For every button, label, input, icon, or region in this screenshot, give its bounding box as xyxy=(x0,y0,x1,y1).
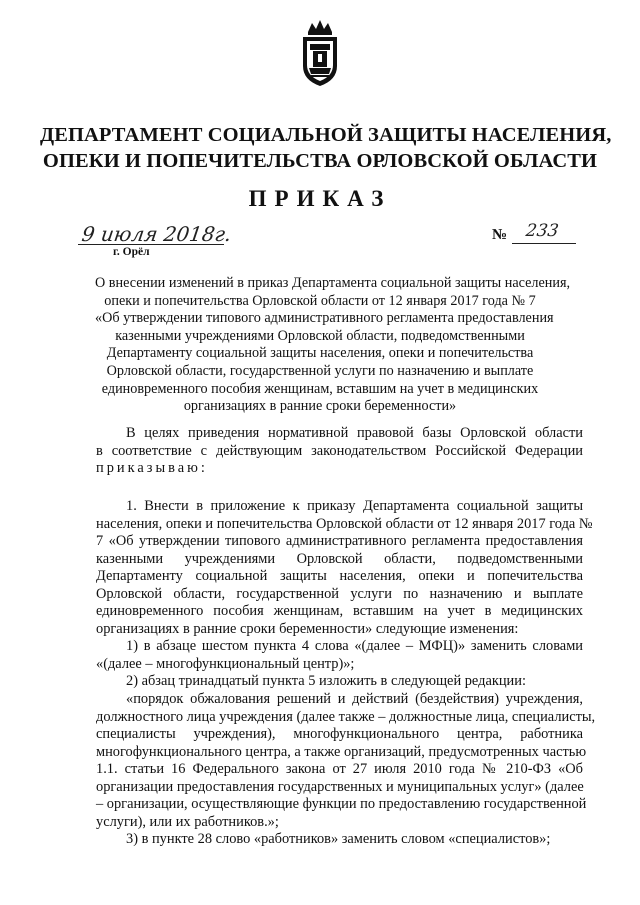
city-label: г. Орёл xyxy=(113,246,150,258)
body-line: многофункционального центра, а также организаций, предусмотренных частью xyxy=(96,743,587,760)
body-line: 2) абзац тринадцатый пункта 5 изложить в следующей редакции: xyxy=(126,673,526,690)
preamble xyxy=(96,425,583,478)
body-line: «(далее – многофункциональный центр)»; xyxy=(96,655,355,672)
number-label: № xyxy=(492,227,508,243)
subject-line: О внесении изменений в приказ Департамента социальной защиты населения, xyxy=(95,275,571,291)
body-line: организациях в ранние сроки беременности» следующие изменения: xyxy=(96,620,519,637)
body-line: – организации, осуществляющие функции по предоставлению государственной xyxy=(96,796,587,813)
department-name-line1: ДЕПАРТАМЕНТ СОЦИАЛЬНОЙ ЗАЩИТЫ НАСЕЛЕНИЯ, xyxy=(40,124,612,146)
body-line: населения, опеки и попечительства Орловской области от 12 января 2017 года № xyxy=(96,515,593,532)
body-line: 1) в абзаце шестом пункта 4 слова «(далее – МФЦ)» заменить словами xyxy=(126,638,583,655)
body-line: должностного лица учреждения (далее также – должностные лица, специалисты, xyxy=(96,708,596,725)
body-line: услуги), или их работников.»; xyxy=(96,813,279,830)
body-line: «порядок обжалования решений и действий (бездействия) учреждения, xyxy=(126,691,583,708)
handwritten-date: 9 июля 2018г. xyxy=(80,222,233,246)
preamble-line: приказываю: xyxy=(96,460,208,477)
subject-line: казенными учреждениями Орловской области, подведомственными xyxy=(115,327,525,344)
order-body xyxy=(96,498,596,849)
body-line: 7 «Об утверждении типового административного регламента предоставления xyxy=(96,533,583,550)
subject-line: Орловской области, государственной услуги по назначению и выплате xyxy=(106,362,534,379)
order-subject xyxy=(95,275,571,416)
body-line: 1. Внести в приложение к приказу Департамента социальной защиты xyxy=(126,498,583,514)
preamble-line: В целях приведения нормативной правовой базы Орловской области xyxy=(126,425,583,441)
date-underline xyxy=(78,244,224,245)
handwritten-number: 233 xyxy=(524,221,560,241)
subject-line: Департаменту социальной защиты населения, опеки и попечительства xyxy=(106,345,534,362)
body-line: казенными учреждениями Орловской области, подведомственными xyxy=(96,550,583,567)
body-line: организации предоставления государственных и муниципальных услуг» (далее xyxy=(96,778,584,795)
document-type-title: ПРИКАЗ xyxy=(248,186,392,211)
subject-line: опеки и попечительства Орловской области от 12 января 2017 года № 7 xyxy=(104,292,536,309)
preamble-line: в соответствие с действующим законодательством Российской Федерации xyxy=(96,442,583,459)
body-line: специалисты учреждения), многофункционального центра, работника xyxy=(96,726,583,743)
department-name-line2: ОПЕКИ И ПОПЕЧИТЕЛЬСТВА ОРЛОВСКОЙ ОБЛАСТИ xyxy=(42,150,598,172)
body-line: Орловской области, государственной услуги по назначению и выплате xyxy=(96,585,583,602)
body-line: 1.1. статьи 16 Федерального закона от 27 июля 2010 года № 210-ФЗ «Об xyxy=(96,761,583,778)
subject-line: организациях в ранние сроки беременности» xyxy=(183,398,457,415)
number-underline xyxy=(512,243,576,244)
coat-of-arms-icon xyxy=(299,18,341,88)
body-line: Департаменту социальной защиты населения, опеки и попечительства xyxy=(96,568,583,585)
body-line: единовременного пособия женщинам, вставшим на учет в медицинских xyxy=(96,603,583,620)
subject-line: «Об утверждении типового административного регламента предоставления xyxy=(95,310,554,327)
body-line: 3) в пункте 28 слово «работников» заменить словом «специалистов»; xyxy=(126,831,551,848)
subject-line: единовременного пособия женщинам, вставшим на учет в медицинских xyxy=(101,380,539,397)
